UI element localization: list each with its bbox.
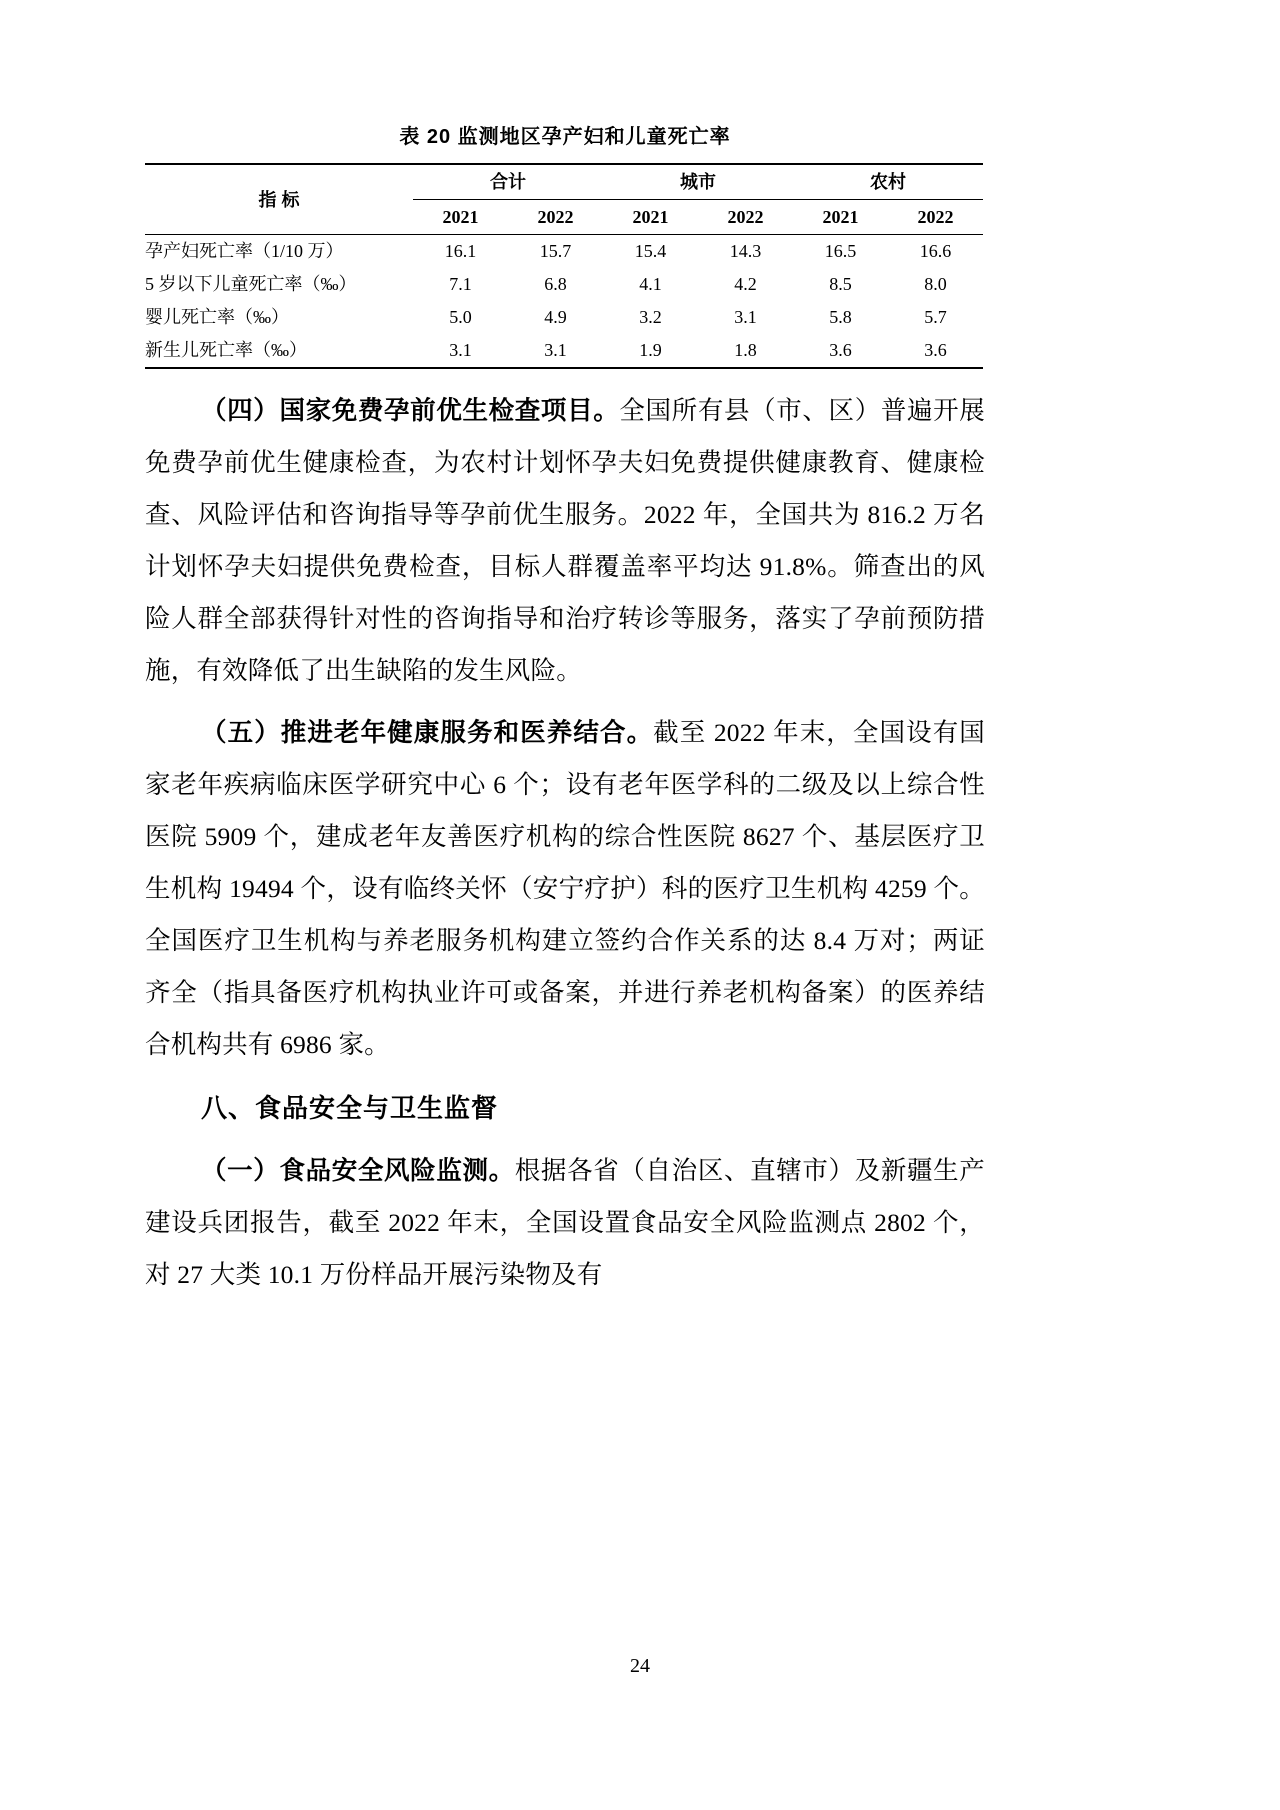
paragraph-eight-one-text: 根据各省（自治区、直辖市）及新疆生产建设兵团报告，截至 2022 年末，全国设置食品安全风险监测点 2802 个，对 27 大类 10.1 万份样品开展污染物及有	[145, 1156, 985, 1289]
table-cell-value: 4.2	[734, 274, 757, 294]
table-cell-value: 16.5	[824, 241, 857, 261]
table-header-year-total-2022: 2022	[508, 200, 603, 235]
table-cell-value: 5.7	[924, 307, 947, 327]
paragraph-four-indent	[145, 396, 201, 425]
table-cell-value: 15.7	[539, 241, 572, 261]
table-cell-value: 14.3	[729, 241, 762, 261]
table-cell-value: 7.1	[449, 274, 472, 294]
table-cell-value: 1.8	[698, 334, 793, 368]
table-header-group-urban: 城市	[603, 164, 793, 200]
paragraph-four	[145, 385, 985, 697]
table-cell-indicator: 新生儿死亡率（‰）	[145, 334, 413, 368]
paragraph-four-heading: （四）国家免费孕前优生检查项目。	[201, 397, 620, 425]
paragraph-eight-one-heading: （一）食品安全风险监测。	[201, 1157, 515, 1185]
table-header-year-rural-2022: 2022	[888, 200, 983, 235]
table-header-year-urban-2021: 2021	[603, 200, 698, 235]
table-cell-value: 5.0	[449, 307, 472, 327]
spacer	[145, 697, 985, 707]
table-cell-indicator: 婴儿死亡率（‰）	[145, 307, 289, 327]
spacer	[145, 369, 985, 385]
table-row	[145, 301, 983, 334]
table-cell-value: 3.2	[639, 307, 662, 327]
table-cell-indicator: 5 岁以下儿童死亡率（‰）	[145, 274, 357, 294]
table-cell-value: 1.9	[603, 334, 698, 368]
spacer	[145, 1135, 985, 1145]
table-cell-value: 4.9	[544, 307, 567, 327]
table-row	[145, 334, 983, 368]
section-heading-eight: 八、食品安全与卫生监督	[201, 1093, 499, 1123]
table-header-group-total: 合计	[413, 164, 603, 200]
paragraph-five	[145, 707, 985, 1071]
table-cell-value: 3.1	[734, 307, 757, 327]
table-cell-value: 15.4	[634, 241, 667, 261]
table-title: 表 20 监测地区孕产妇和儿童死亡率	[399, 126, 731, 148]
table-cell-indicator: 孕产妇死亡率（1/10 万）	[145, 241, 344, 261]
page-content	[145, 120, 985, 1301]
table-row	[145, 268, 983, 301]
table-header-year-urban-2022: 2022	[698, 200, 793, 235]
table-header-year-rural-2021: 2021	[793, 200, 888, 235]
paragraph-eight-one	[145, 1145, 985, 1301]
table-cell-value: 6.8	[544, 274, 567, 294]
table-cell-value: 3.6	[793, 334, 888, 368]
paragraph-eight-one-indent	[145, 1156, 201, 1185]
table-cell-value: 3.1	[508, 334, 603, 368]
table-header-indicator: 指 标	[145, 164, 413, 235]
table-header-row-groups	[145, 164, 983, 200]
table-cell-value: 5.8	[829, 307, 852, 327]
table-header-year-total-2021: 2021	[413, 200, 508, 235]
table-cell-value: 3.6	[888, 334, 983, 368]
spacer	[145, 1071, 985, 1081]
paragraph-four-text: 全国所有县（市、区）普遍开展免费孕前优生健康检查，为农村计划怀孕夫妇免费提供健康教育、健康检查、风险评估和咨询指导等孕前优生服务。2022 年，全国共为 816.2 万名计划怀孕夫妇提供免费检查，目标人群覆盖率平均达 91.8%。筛查出的风险人群全部获得针对性的咨询指导和治疗转诊等服务，落实了孕前预防措施，有效降低了出生缺陷的发生风险。	[145, 396, 985, 685]
table-cell-value: 3.1	[413, 334, 508, 368]
page-number: 24	[630, 1655, 650, 1677]
table-cell-value: 16.6	[919, 241, 952, 261]
table-cell-value: 16.1	[444, 241, 477, 261]
paragraph-five-indent	[145, 718, 201, 747]
table-cell-value: 8.0	[924, 274, 947, 294]
paragraph-five-text: 截至 2022 年末，全国设有国家老年疾病临床医学研究中心 6 个；设有老年医学科的二级及以上综合性医院 5909 个，建成老年友善医疗机构的综合性医院 8627 个、基层医疗卫生机构 19494 个，设有临终关怀（安宁疗护）科的医疗卫生机构 4259 个。全国医疗卫生机构与养老服务机构建立签约合作关系的达 8.4 万对；两证齐全（指具备医疗机构执业许可或备案，并进行养老机构备案）的医养结合机构共有 6986 家。	[145, 718, 985, 1059]
table-row	[145, 235, 983, 269]
table-cell-value: 8.5	[829, 274, 852, 294]
mortality-rate-table	[145, 163, 983, 369]
paragraph-five-heading: （五）推进老年健康服务和医养结合。	[201, 719, 654, 747]
table-header-group-rural: 农村	[793, 164, 983, 200]
table-cell-value: 4.1	[639, 274, 662, 294]
